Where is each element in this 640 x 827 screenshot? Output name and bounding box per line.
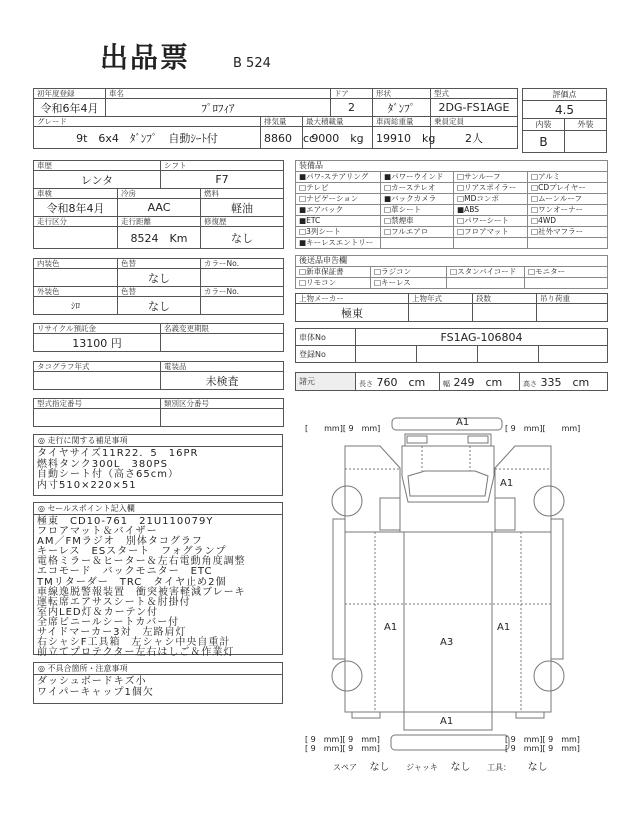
label-body-maker: 上物メーカー <box>296 294 409 304</box>
chassis-number: FS1AG-106804 <box>356 329 608 346</box>
label-first-reg: 初年度登録 <box>34 89 106 99</box>
label-registration: 登録No <box>296 346 356 363</box>
ext-repaint: なし <box>118 297 201 315</box>
chassis-table <box>295 328 608 363</box>
driving-notes <box>33 434 283 496</box>
label-stages: 段数 <box>473 294 537 304</box>
car-name: ﾌﾟﾛﾌｨｱ <box>106 99 331 117</box>
equipment-checkbox: ■ キーレスエントリー <box>296 238 381 249</box>
note-line: 内寸510×220×51 <box>37 479 137 491</box>
equipment-checkbox: □ スタンバイコード <box>447 267 525 278</box>
mileage: 8524 Km <box>118 227 201 249</box>
tread-front-left: [ mm][ 9 mm] <box>305 424 381 433</box>
truck-diagram <box>330 416 570 736</box>
tread-rear-right-2: [ 9 mm][ 9 mm] <box>505 744 580 753</box>
later-items-table <box>295 255 608 289</box>
label-specs: 諸元 <box>296 373 356 391</box>
ext-color: ｼﾛ <box>34 297 118 315</box>
shift: F7 <box>161 171 284 189</box>
label-door: ドア <box>331 89 373 99</box>
label-recycle: リサイクル預託金 <box>34 324 161 334</box>
equipment-checkbox: □ テレビ <box>296 183 381 194</box>
label-gross: 車両総重量 <box>373 117 431 127</box>
label-designation: 型式指定番号 <box>34 399 161 409</box>
equipment-checkbox: ■ エアバック <box>296 205 381 216</box>
equipment-checkbox: □ ワンオーナー <box>528 205 608 216</box>
label-crane: 吊り荷重 <box>537 294 608 304</box>
label-spare: スペア <box>333 763 357 772</box>
label-body-year: 上物年式 <box>409 294 473 304</box>
exterior-grade <box>565 131 607 153</box>
damage-left-side: A1 <box>384 622 398 633</box>
label-color-no-ext: カラーNo. <box>201 287 284 297</box>
label-exterior: 外装 <box>565 119 607 131</box>
evaluation-score: 4.5 <box>523 101 607 119</box>
history-table <box>33 160 284 249</box>
label-aircon: 冷房 <box>118 189 201 199</box>
label-category: 類別区分番号 <box>161 399 284 409</box>
note-line: サイドマーカー3対 左路肩灯 <box>37 627 187 639</box>
jack: なし <box>450 762 471 773</box>
length: 760 cm <box>376 375 426 389</box>
damage-cab: A1 <box>500 478 514 489</box>
equipment-checkbox: □ モニター <box>525 267 608 278</box>
recycle-table <box>33 323 284 352</box>
equipment-checkbox: □ 3列シート <box>296 227 381 238</box>
width: 249 cm <box>453 375 503 389</box>
note-line: タイヤサイズ11R22．5 16PR <box>37 448 199 459</box>
later-items-title: 後送品申告欄 <box>296 256 608 267</box>
equipment-checkbox: □ リモコン <box>296 278 371 289</box>
note-line: ダッシュボードキズ小 <box>37 676 147 687</box>
equipment-checkbox: ■ バックカメラ <box>381 194 454 205</box>
evaluation-table <box>522 88 607 153</box>
equipment-checkbox: □ ラジコン <box>371 267 447 278</box>
label-name: 車名 <box>106 89 331 99</box>
label-ext-color: 外装色 <box>34 287 118 297</box>
history: レンタ <box>34 171 161 189</box>
note-line: 燃料タンク300L 380PS <box>37 458 168 470</box>
label-electrical: 電装品 <box>161 362 284 372</box>
label-displacement: 排気量 <box>261 117 303 127</box>
driving-notes-title: ◎ 走行に関する補足事項 <box>34 435 282 447</box>
label-shift: シフト <box>161 161 284 171</box>
tread-rear-right-1: [ 9 mm][ 9 mm] <box>505 735 580 744</box>
body-maker: 極東 <box>296 304 409 322</box>
label-int-color: 内装色 <box>34 259 118 269</box>
note-line: 全席ビニールシートカバー付 <box>37 616 180 628</box>
tread-rear-left-1: [ 9 mm][ 9 mm] <box>305 735 380 744</box>
note-line: ワイパーキャップ1個欠 <box>37 686 154 698</box>
tacho-table <box>33 361 284 390</box>
label-model: 型式 <box>431 89 518 99</box>
body-table <box>295 293 608 322</box>
equipment-checkbox: □ フルエアロ <box>381 227 454 238</box>
label-capacity: 乗員定員 <box>431 117 518 127</box>
model-code: 2DG-FS1AGE <box>431 99 518 117</box>
label-mileage: 走行距離 <box>118 217 201 227</box>
fuel: 軽油 <box>201 199 284 217</box>
note-line: 車線逸脱警報装置 衝突被害軽減ブレーキ <box>37 586 246 598</box>
label-tools: 工具： <box>487 763 512 772</box>
equipment-checkbox: □ 4WD <box>528 216 608 227</box>
damage-front-bumper: A1 <box>456 417 470 428</box>
label-score: 評価点 <box>523 89 607 101</box>
equipment-checkbox: □ リアスポイラー <box>454 183 528 194</box>
equipment-checkbox: □ MDコンポ <box>454 194 528 205</box>
equipment-table <box>295 160 608 249</box>
vehicle-table <box>33 88 518 149</box>
type-number-table <box>33 398 284 427</box>
equipment-checkbox: □ 新車保証書 <box>296 267 371 278</box>
equipment-checkbox: □ パワーシート <box>454 216 528 227</box>
displacement: 8860 cc <box>261 127 303 149</box>
specs-table <box>295 372 608 391</box>
damage-rear: A1 <box>440 716 454 727</box>
accessories-line <box>333 758 548 773</box>
equipment-checkbox: □ 革シート <box>381 205 454 216</box>
note-line: AM／FMラジオ 別体タコグラフ <box>37 536 203 548</box>
equipment-checkbox: □ 社外マフラー <box>528 227 608 238</box>
label-repair: 修復歴 <box>201 217 284 227</box>
page-title: 出品票 <box>100 41 191 74</box>
sales-points <box>33 502 283 659</box>
tools: なし <box>527 762 548 773</box>
body-shape: ﾀﾞﾝﾌﾟ <box>373 99 431 117</box>
note-line: 運転席エアサスシート＆肘掛付 <box>37 596 191 608</box>
label-repaint-ext: 色替 <box>118 287 201 297</box>
inspection: 令和8年4月 <box>34 199 118 217</box>
tread-front-right: [ 9 mm][ mm] <box>505 424 581 433</box>
label-shape: 形状 <box>373 89 431 99</box>
spare: なし <box>369 762 390 773</box>
equipment-checkbox: □ サンルーフ <box>454 172 528 183</box>
equipment-checkbox: ■ パワーウインド <box>381 172 454 183</box>
label-width: 幅 <box>443 379 450 388</box>
defect-notes-title: ◎ 不具合箇所・注意事項 <box>34 663 282 675</box>
first-reg: 令和6年4月 <box>34 99 106 117</box>
equipment-checkbox: □ 禁煙車 <box>381 216 454 227</box>
note-line: キーレス ESスタート フォグランプ <box>37 546 227 558</box>
note-line: エコモード バックモニター ETC <box>37 566 213 578</box>
note-line: 電格ミラー＆ヒーター＆左右電動角度調整 <box>37 556 246 568</box>
label-name-change: 名義変更期限 <box>161 324 284 334</box>
equipment-checkbox: □ キーレス <box>371 278 447 289</box>
equipment-checkbox: □ ムーンルーフ <box>528 194 608 205</box>
lot-number: B 524 <box>233 56 271 71</box>
equipment-checkbox: □ カーステレオ <box>381 183 454 194</box>
label-color-no: カラーNo. <box>201 259 284 269</box>
label-mileage-type: 走行区分 <box>34 217 118 227</box>
rear-bumper-icon <box>390 733 510 753</box>
height: 335 cm <box>540 375 590 389</box>
equipment-checkbox: □ フロアマット <box>454 227 528 238</box>
int-repaint: なし <box>118 269 201 287</box>
equipment-checkbox: □ アルミ <box>528 172 608 183</box>
sales-points-title: ◎ セールスポイント記入欄 <box>34 503 282 515</box>
label-height: 高さ <box>523 379 537 388</box>
equipment-checkbox: ■ パワ-ステアリング <box>296 172 381 183</box>
note-line: 室内LED灯＆カーテン付 <box>37 606 159 618</box>
damage-right-side: A1 <box>497 622 511 633</box>
label-length: 長さ <box>359 379 373 388</box>
label-interior: 内装 <box>523 119 565 131</box>
label-history: 車歴 <box>34 161 161 171</box>
label-maxload: 最大積載量 <box>303 117 373 127</box>
recycle-fee: 13100 円 <box>34 334 161 352</box>
damage-bed: A3 <box>440 637 454 648</box>
defect-notes <box>33 662 283 704</box>
max-load: 9000 kg <box>303 127 373 149</box>
equipment-checkbox: □ CDプレイヤー <box>528 183 608 194</box>
label-grade: グレード <box>34 117 261 127</box>
note-line: フロアマット＆バイザー <box>37 526 158 538</box>
label-tacho: タコグラフ年式 <box>34 362 161 372</box>
equipment-checkbox: ■ ABS <box>454 205 528 216</box>
label-inspection: 車検 <box>34 189 118 199</box>
door-count: 2 <box>331 99 373 117</box>
label-repaint: 色替 <box>118 259 201 269</box>
tread-rear-left-2: [ 9 mm][ 9 mm] <box>305 744 380 753</box>
equipment-checkbox: ■ ETC <box>296 216 381 227</box>
grade: 9t 6x4 ﾀﾞﾝﾌﾟ 自動ｼｰﾄ付 <box>34 127 261 149</box>
note-line: TMリターダー TRC タイヤ止め2個 <box>37 576 227 588</box>
repair-history: なし <box>201 227 284 249</box>
interior-grade: B <box>523 131 565 153</box>
mileage-type <box>34 227 118 249</box>
note-line: 自動シート付（高さ65cm） <box>37 469 179 480</box>
note-line: 右シャシF工具箱 左シャシ中央自重計 <box>37 637 231 649</box>
note-line: 極東 CD10-761 21U110079Y <box>37 516 214 527</box>
aircon: AAC <box>118 199 201 217</box>
equipment-title: 装備品 <box>296 161 608 172</box>
electrical-status: 未検査 <box>161 372 284 390</box>
label-chassis: 車体No <box>296 329 356 346</box>
gross-weight: 19910 kg <box>373 127 431 149</box>
note-line: 前立てプロテクター左右はしご＆作業灯 <box>37 647 235 659</box>
color-table <box>33 258 284 315</box>
capacity: 2人 <box>431 127 518 149</box>
equipment-checkbox: □ ナビゲーション <box>296 194 381 205</box>
label-jack: ジャッキ <box>406 763 438 772</box>
label-fuel: 燃料 <box>201 189 284 199</box>
